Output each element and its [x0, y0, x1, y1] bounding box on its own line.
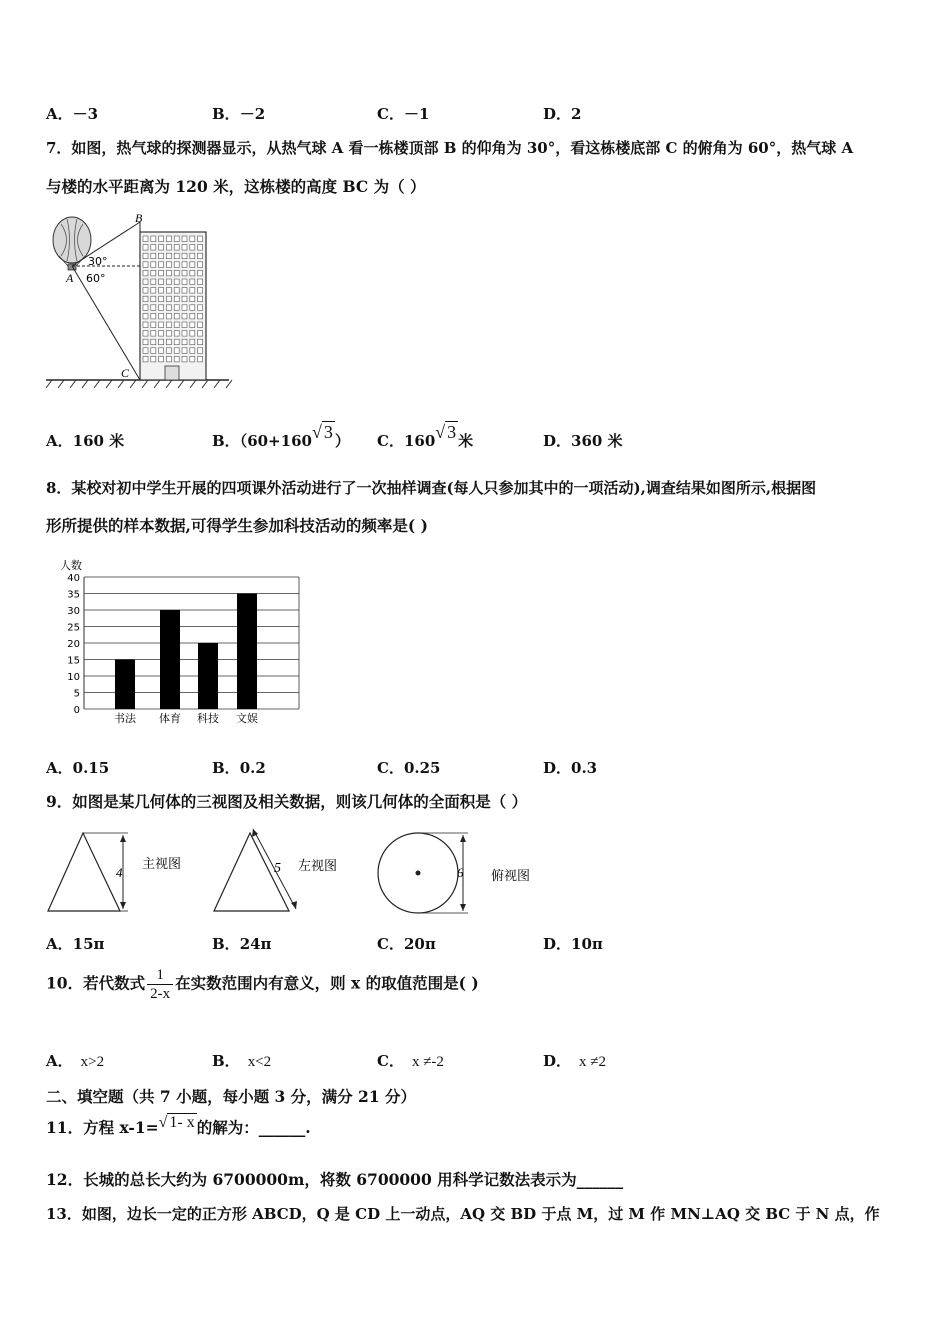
building-window	[190, 356, 195, 362]
q8-option-c[interactable]: C．0.25	[377, 759, 441, 777]
building-window	[143, 331, 148, 337]
sight-line-ac	[72, 266, 140, 380]
building-window	[174, 339, 179, 345]
chart-x-tick-label: 科技	[197, 712, 219, 725]
building-window	[159, 339, 164, 345]
building-window	[143, 262, 148, 268]
chart-x-tick-labels	[114, 711, 258, 725]
building-window	[143, 348, 148, 354]
q6-option-c[interactable]: C．－1	[377, 105, 430, 123]
chart-x-tick-label: 文娱	[236, 712, 258, 725]
q9-stem: 9．如图是某几何体的三视图及相关数据，则该几何体的全面积是（ ）	[46, 792, 528, 811]
chart-y-tick-label: 15	[67, 655, 80, 667]
building-window	[190, 288, 195, 294]
balloon	[53, 217, 91, 263]
building-window	[166, 348, 171, 354]
building-window	[166, 279, 171, 285]
building-window	[174, 253, 179, 259]
q7-option-d[interactable]: D．360 米	[543, 432, 623, 450]
building-window	[166, 296, 171, 302]
building-window	[151, 288, 156, 294]
building-window	[159, 262, 164, 268]
q10-stem: 10．若代数式 $\frac{1}{2-x}$ 在实数范围内有意义，则 x 的取值范围是( )	[46, 967, 479, 1002]
label-c: C	[121, 366, 130, 380]
chart-y-tick-label: 35	[67, 589, 80, 601]
chart-x-tick-label: 体育	[159, 712, 181, 725]
building-window	[166, 262, 171, 268]
building-window	[198, 331, 203, 337]
ground-hatching	[46, 380, 232, 388]
side-dim-label: 5	[274, 861, 281, 876]
section-2-title: 二、填空题（共 7 小题，每小题 3 分，满分 21 分）	[46, 1087, 417, 1106]
q9-option-b[interactable]: B．24π	[212, 935, 272, 953]
building-window	[182, 288, 187, 294]
building-window	[166, 305, 171, 311]
q6-option-a[interactable]: A．－3	[46, 105, 99, 123]
building-window	[151, 236, 156, 242]
building-window	[159, 322, 164, 328]
activity-bar-chart	[44, 555, 309, 730]
q10-option-c[interactable]: C． x ≠-2	[377, 1052, 444, 1070]
label-b: B	[135, 211, 143, 225]
building-window	[159, 279, 164, 285]
building-window	[143, 313, 148, 319]
building-window	[166, 245, 171, 251]
front-view-triangle	[48, 833, 120, 911]
building-window	[190, 245, 195, 251]
q9-option-d[interactable]: D．10π	[543, 935, 603, 953]
q8-stem-line1: 8．某校对初中学生开展的四项课外活动进行了一次抽样调查(每人只参加其中的一项活动),调查结果如图所示,根据图	[46, 479, 817, 497]
building-window	[143, 339, 148, 345]
building-window	[198, 245, 203, 251]
building-window	[166, 313, 171, 319]
building-window	[166, 322, 171, 328]
q8-option-a[interactable]: A．0.15	[46, 759, 110, 777]
building-window	[182, 331, 187, 337]
building-window	[174, 322, 179, 328]
building-window	[198, 253, 203, 259]
chart-y-tick-label: 40	[67, 573, 80, 584]
building-window	[190, 253, 195, 259]
building-window	[143, 296, 148, 302]
building-window	[174, 270, 179, 276]
chart-bar	[237, 594, 257, 710]
q10-fraction: $\frac{1}{2-x}$	[147, 966, 173, 1003]
building-window	[174, 288, 179, 294]
building-door	[165, 366, 179, 380]
building-window	[143, 305, 148, 311]
building-window	[151, 322, 156, 328]
q9-option-c[interactable]: C．20π	[377, 935, 436, 953]
building-window	[159, 313, 164, 319]
angle-30-label: 30°	[88, 255, 108, 268]
q8-option-b[interactable]: B．0.2	[212, 759, 266, 777]
chart-bar	[198, 643, 218, 709]
q12-stem: 12．长城的总长大约为 6700000m，将数 6700000 用科学记数法表示为______	[46, 1170, 624, 1189]
chart-y-tick-label: 10	[67, 672, 80, 683]
building-window	[159, 331, 164, 337]
building-window	[198, 356, 203, 362]
q11-stem: 11．方程 x-1=√ 1- x 的解为：______.	[46, 1114, 311, 1137]
q7-stem-line1: 7．如图，热气球的探测器显示，从热气球 A 看一栋楼顶部 B 的仰角为 30°，看这栋楼底部 C 的俯角为 60°，热气球 A	[46, 139, 854, 157]
chart-y-tick-label: 0	[73, 705, 80, 716]
chart-bar	[115, 660, 135, 710]
building-window	[174, 262, 179, 268]
building-window	[182, 253, 187, 259]
angle-60-label: 60°	[86, 272, 106, 285]
building-window	[151, 356, 156, 362]
building-window	[174, 296, 179, 302]
building-window	[159, 270, 164, 276]
q7-option-a[interactable]: A．160 米	[46, 432, 125, 450]
chart-y-tick-labels	[67, 573, 80, 716]
building-window	[159, 296, 164, 302]
q8-option-d[interactable]: D．0.3	[543, 759, 598, 777]
q7-option-c[interactable]: C．160√ 3 米	[377, 422, 474, 450]
building-window	[174, 236, 179, 242]
building-window	[190, 270, 195, 276]
q7-stem-line2: 与楼的水平距离为 120 米，这栋楼的高度 BC 为（ ）	[46, 177, 426, 196]
building-window	[190, 262, 195, 268]
three-view-figure	[44, 825, 539, 920]
building	[140, 232, 206, 380]
building-window	[182, 356, 187, 362]
top-view-label: 俯视图	[491, 869, 531, 884]
building-window	[166, 288, 171, 294]
balloon-building-figure	[44, 210, 234, 395]
q10-option-b[interactable]: B． x<2	[212, 1052, 272, 1070]
chart-x-tick-label: 书法	[114, 712, 136, 725]
front-view-label: 主视图	[142, 857, 182, 872]
building-window	[159, 348, 164, 354]
building-window	[159, 305, 164, 311]
building-window	[198, 339, 203, 345]
label-a: A	[66, 271, 74, 285]
building-window	[198, 270, 203, 276]
building-window	[190, 279, 195, 285]
building-window	[166, 356, 171, 362]
balloon-basket	[68, 264, 76, 270]
building-window	[143, 236, 148, 242]
chart-bar	[160, 610, 180, 709]
building-window	[190, 236, 195, 242]
building-window	[143, 279, 148, 285]
top-view-center	[416, 871, 421, 876]
building-window	[198, 279, 203, 285]
building-window	[182, 245, 187, 251]
building-window	[151, 348, 156, 354]
building-window	[174, 313, 179, 319]
building-window	[166, 331, 171, 337]
building-window	[182, 339, 187, 345]
chart-y-tick-label: 30	[67, 606, 80, 617]
building-window	[143, 288, 148, 294]
q13-stem: 13．如图，边长一定的正方形 ABCD，Q 是 CD 上一动点，AQ 交 BD 于点 M，过 M 作 MN⊥AQ 交 BC 于 N 点，作	[46, 1205, 880, 1223]
building-window	[159, 236, 164, 242]
building-window	[198, 288, 203, 294]
q10-option-d[interactable]: D． x ≠2	[543, 1052, 606, 1070]
building-window	[166, 270, 171, 276]
building-window	[182, 270, 187, 276]
building-window	[190, 313, 195, 319]
building-window	[151, 296, 156, 302]
q8-stem-line2: 形所提供的样本数据,可得学生参加科技活动的频率是( )	[46, 516, 428, 535]
building-window	[190, 296, 195, 302]
building-window	[159, 245, 164, 251]
q10-option-a[interactable]: A． x>2	[46, 1052, 105, 1070]
building-window	[182, 305, 187, 311]
building-window	[198, 236, 203, 242]
chart-y-tick-label: 25	[67, 622, 80, 634]
building-window	[174, 331, 179, 337]
chart-bars	[115, 594, 257, 710]
q6-option-d[interactable]: D．2	[543, 105, 582, 123]
building-window	[198, 305, 203, 311]
building-window	[166, 236, 171, 242]
building-window	[190, 322, 195, 328]
building-window	[190, 339, 195, 345]
building-window	[174, 305, 179, 311]
building-window	[182, 296, 187, 302]
building-window	[182, 236, 187, 242]
building-window	[190, 331, 195, 337]
building-window	[143, 356, 148, 362]
building-window	[190, 348, 195, 354]
building-window	[159, 253, 164, 259]
building-window	[159, 288, 164, 294]
building-window	[182, 313, 187, 319]
building-window	[182, 262, 187, 268]
building-window	[151, 279, 156, 285]
building-window	[182, 348, 187, 354]
building-window	[151, 245, 156, 251]
building-window	[143, 270, 148, 276]
building-window	[198, 262, 203, 268]
building-window	[151, 253, 156, 259]
building-window	[151, 262, 156, 268]
building-window	[166, 339, 171, 345]
building-window	[143, 253, 148, 259]
chart-y-axis-label: 人数	[60, 559, 82, 572]
building-window	[151, 270, 156, 276]
q6-option-b[interactable]: B．－2	[212, 105, 266, 123]
q7-option-b[interactable]: B．（60+160√ 3 ）	[212, 422, 350, 450]
building-window	[198, 348, 203, 354]
chart-y-tick-label: 5	[73, 688, 80, 700]
building-window	[151, 305, 156, 311]
building-window	[190, 305, 195, 311]
building-window	[174, 279, 179, 285]
building-window	[166, 253, 171, 259]
building-window	[198, 296, 203, 302]
building-window	[174, 348, 179, 354]
front-dim-label: 4	[116, 865, 123, 880]
building-window	[143, 322, 148, 328]
q9-option-a[interactable]: A．15π	[46, 935, 105, 953]
building-window	[143, 245, 148, 251]
building-window	[174, 245, 179, 251]
building-window	[182, 322, 187, 328]
building-window	[198, 313, 203, 319]
building-window	[151, 313, 156, 319]
building-window	[198, 322, 203, 328]
building-window	[151, 331, 156, 337]
top-dim-label: 6	[457, 865, 464, 880]
building-window	[159, 356, 164, 362]
building-window	[174, 356, 179, 362]
building-window	[151, 339, 156, 345]
chart-y-tick-label: 20	[67, 639, 80, 650]
side-view-label: 左视图	[298, 859, 338, 874]
building-window	[182, 279, 187, 285]
